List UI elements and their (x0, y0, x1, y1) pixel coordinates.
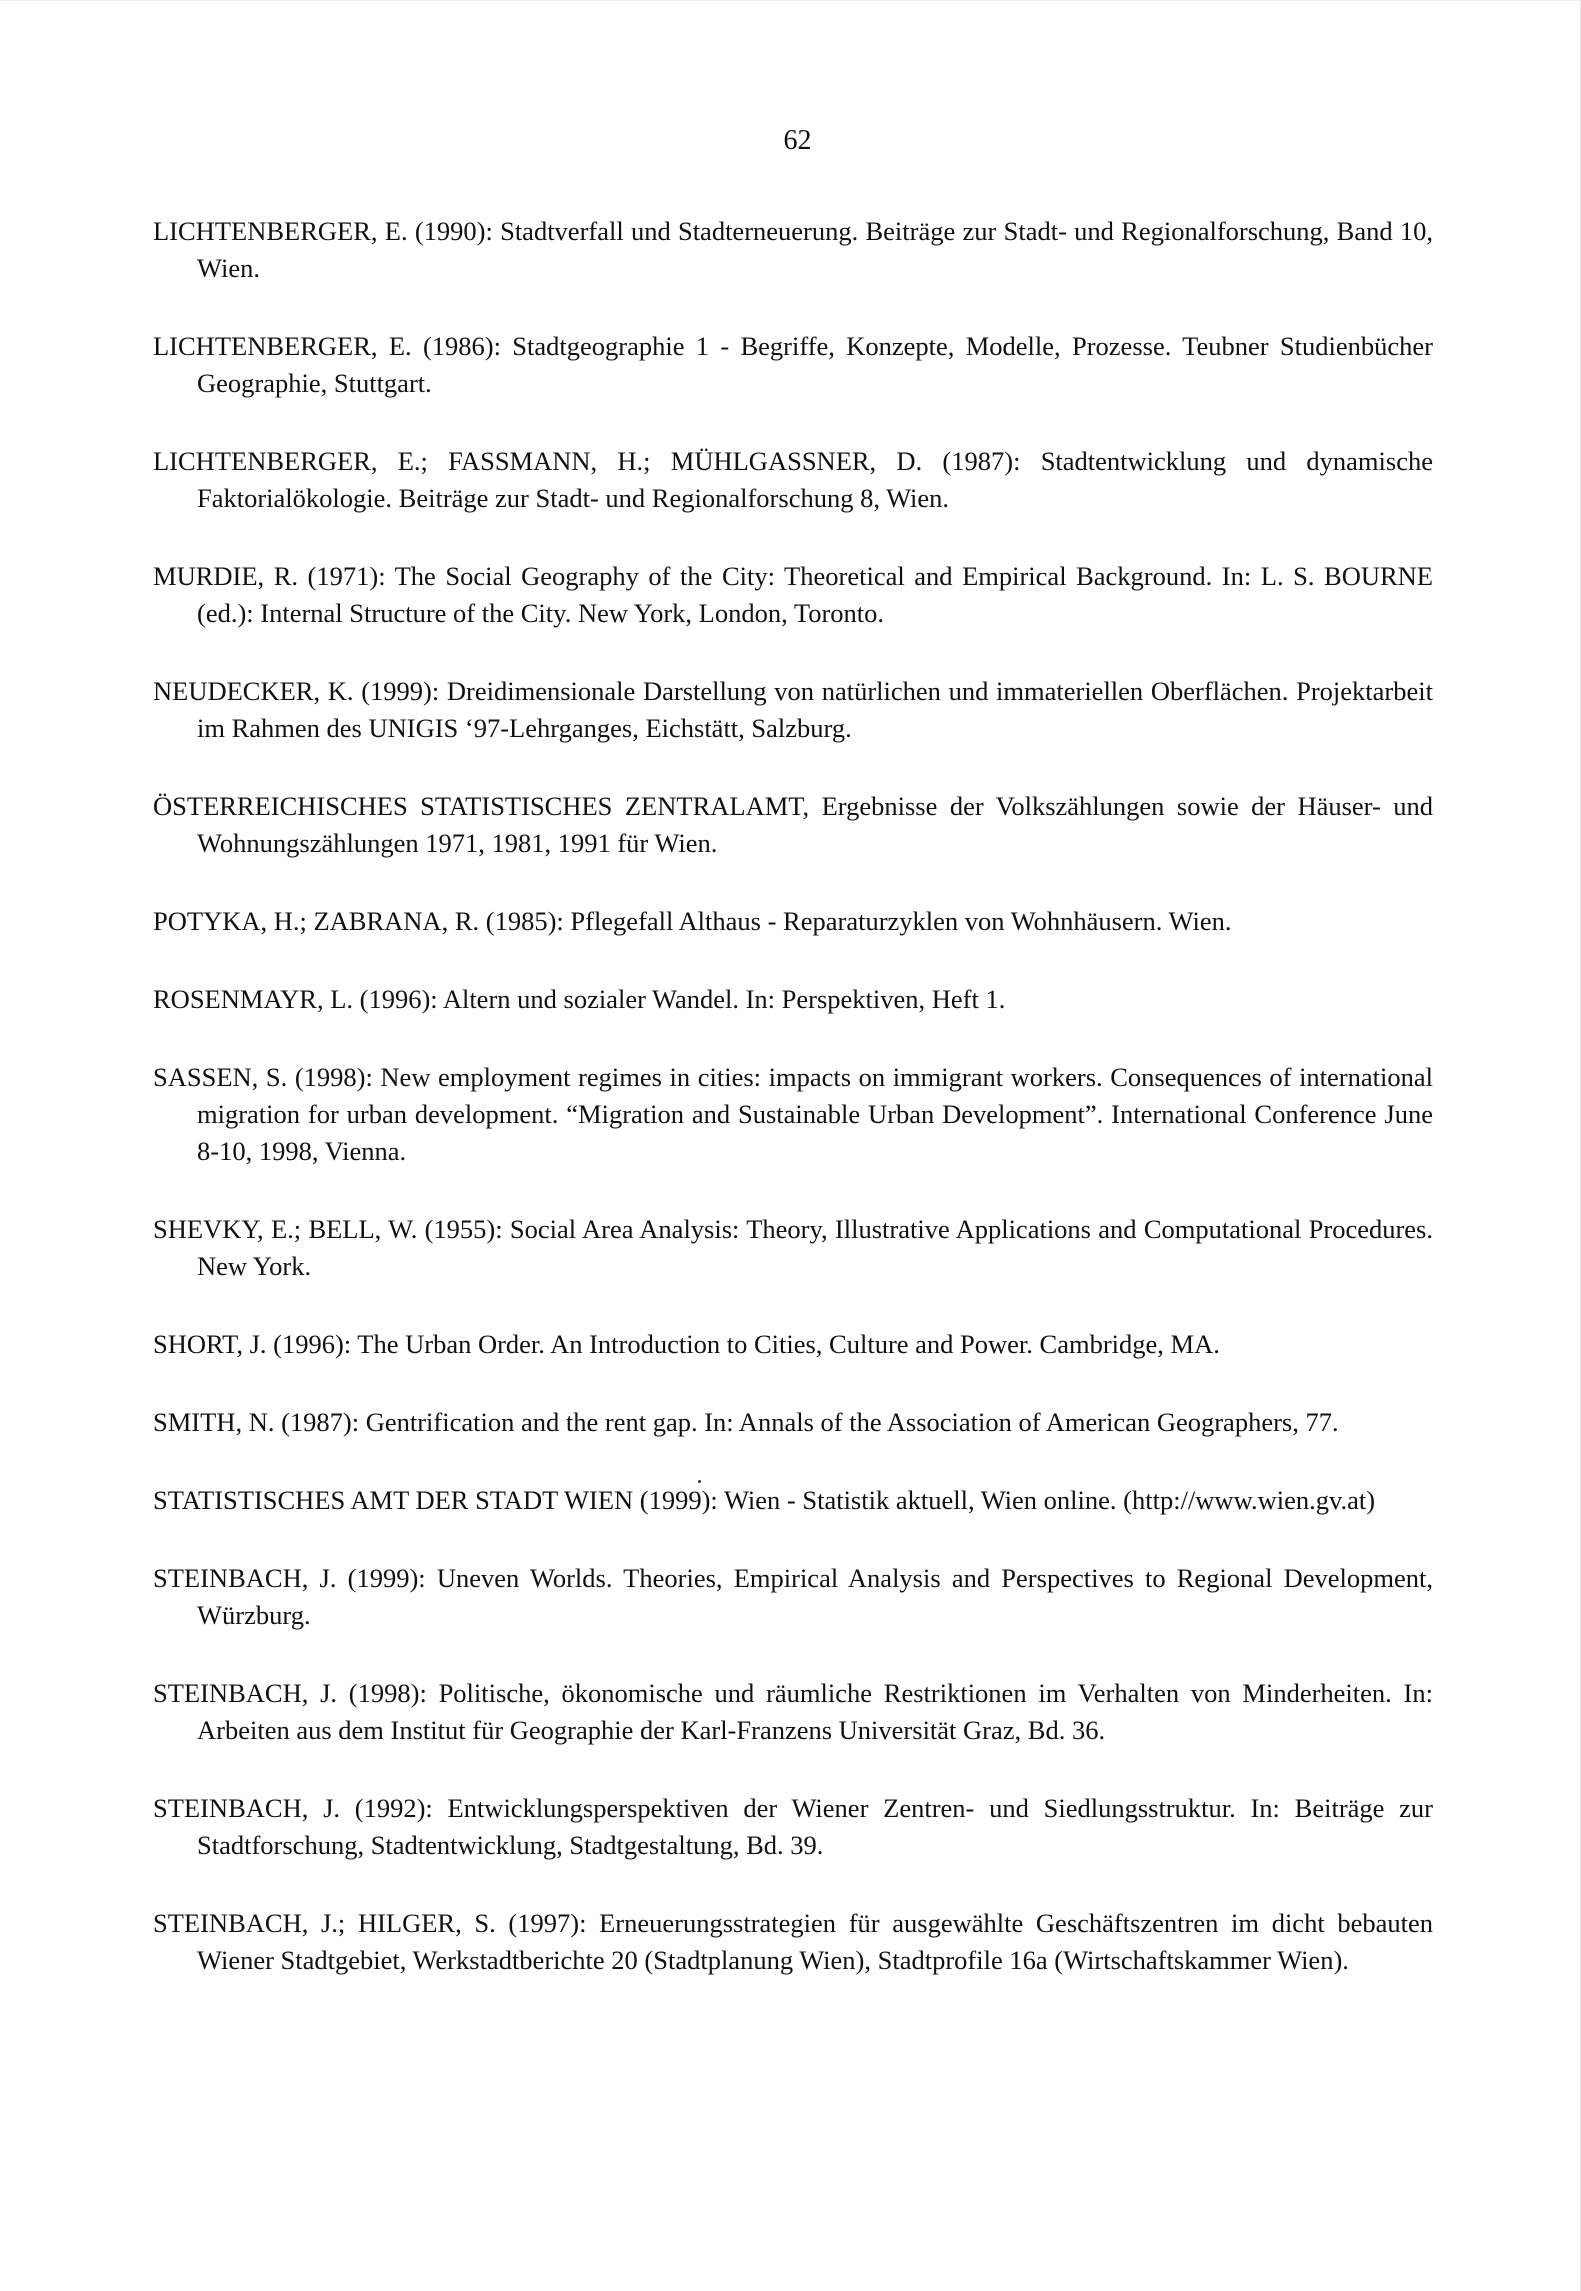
reference-entry: STEINBACH, J. (1992): Entwicklungsperspektiven der Wiener Zentren- und Siedlungsstruktur. In: Beiträge zur Stadtforschung, Stadtentwicklung, Stadtgestaltung, Bd. 39. (153, 1793, 1433, 1860)
reference-entry: LICHTENBERGER, E. (1990): Stadtverfall und Stadterneuerung. Beiträge zur Stadt- und Regionalforschung, Band 10, Wien. (153, 216, 1433, 283)
reference-entry: ÖSTERREICHISCHES STATISTISCHES ZENTRALAMT, Ergebnisse der Volkszählungen sowie der Häuser- und Wohnungszählungen 1971, 1981, 1991 für Wien. (153, 791, 1433, 858)
reference-entry: STEINBACH, J.; HILGER, S. (1997): Erneuerungsstrategien für ausgewählte Geschäftszentren im dicht bebauten Wiener Stadtgebiet, Werkstadtberichte 20 (Stadtplanung Wien), Stadtprofile 16a (Wirtschaftskammer Wien). (153, 1908, 1433, 1975)
scan-speck (698, 1480, 701, 1483)
reference-entry: NEUDECKER, K. (1999): Dreidimensionale Darstellung von natürlichen und immateriellen Oberflächen. Projektarbeit im Rahmen des UNIGIS ‘97-Lehrganges, Eichstätt, Salzburg. (153, 676, 1433, 743)
reference-entry: SMITH, N. (1987): Gentrification and the rent gap. In: Annals of the Association of American Geographers, 77. (153, 1407, 1339, 1437)
reference-entry: STEINBACH, J. (1998): Politische, ökonomische und räumliche Restriktionen im Verhalten von Minderheiten. In: Arbeiten aus dem Institut für Geographie der Karl-Franzens Universität Graz, Bd. 36. (153, 1678, 1433, 1745)
reference-entry: LICHTENBERGER, E. (1986): Stadtgeographie 1 - Begriffe, Konzepte, Modelle, Prozesse. Teubner Studienbücher Geographie, Stuttgart. (153, 331, 1433, 398)
page-number: 62 (783, 125, 812, 156)
reference-entry: MURDIE, R. (1971): The Social Geography of the City: Theoretical and Empirical Background. In: L. S. BOURNE (ed.): Internal Structure of the City. New York, London, Toronto. (153, 561, 1433, 628)
reference-entry: SASSEN, S. (1998): New employment regimes in cities: impacts on immigrant workers. Consequences of international migration for urban development. “Migration and Sustainable Urban Development”. International Conference June 8-10, 1998, Vienna. (153, 1062, 1433, 1166)
reference-list (153, 213, 1433, 1979)
reference-entry: LICHTENBERGER, E.; FASSMANN, H.; MÜHLGASSNER, D. (1987): Stadtentwicklung und dynamische Faktorialökologie. Beiträge zur Stadt- und Regionalforschung 8, Wien. (153, 446, 1433, 513)
reference-entry: ROSENMAYR, L. (1996): Altern und sozialer Wandel. In: Perspektiven, Heft 1. (153, 984, 1006, 1014)
reference-entry: POTYKA, H.; ZABRANA, R. (1985): Pflegefall Althaus - Reparaturzyklen von Wohnhäusern. Wien. (153, 906, 1232, 936)
reference-entry: STATISTISCHES AMT DER STADT WIEN (1999): Wien - Statistik aktuell, Wien online. (http://www.wien.gv.at) (153, 1485, 1376, 1515)
reference-entry: STEINBACH, J. (1999): Uneven Worlds. Theories, Empirical Analysis and Perspectives to Regional Development, Würzburg. (153, 1563, 1433, 1630)
reference-entry: SHEVKY, E.; BELL, W. (1955): Social Area Analysis: Theory, Illustrative Applications and Computational Procedures. New York. (153, 1214, 1433, 1281)
reference-entry: SHORT, J. (1996): The Urban Order. An Introduction to Cities, Culture and Power. Cambridge, MA. (153, 1329, 1220, 1359)
